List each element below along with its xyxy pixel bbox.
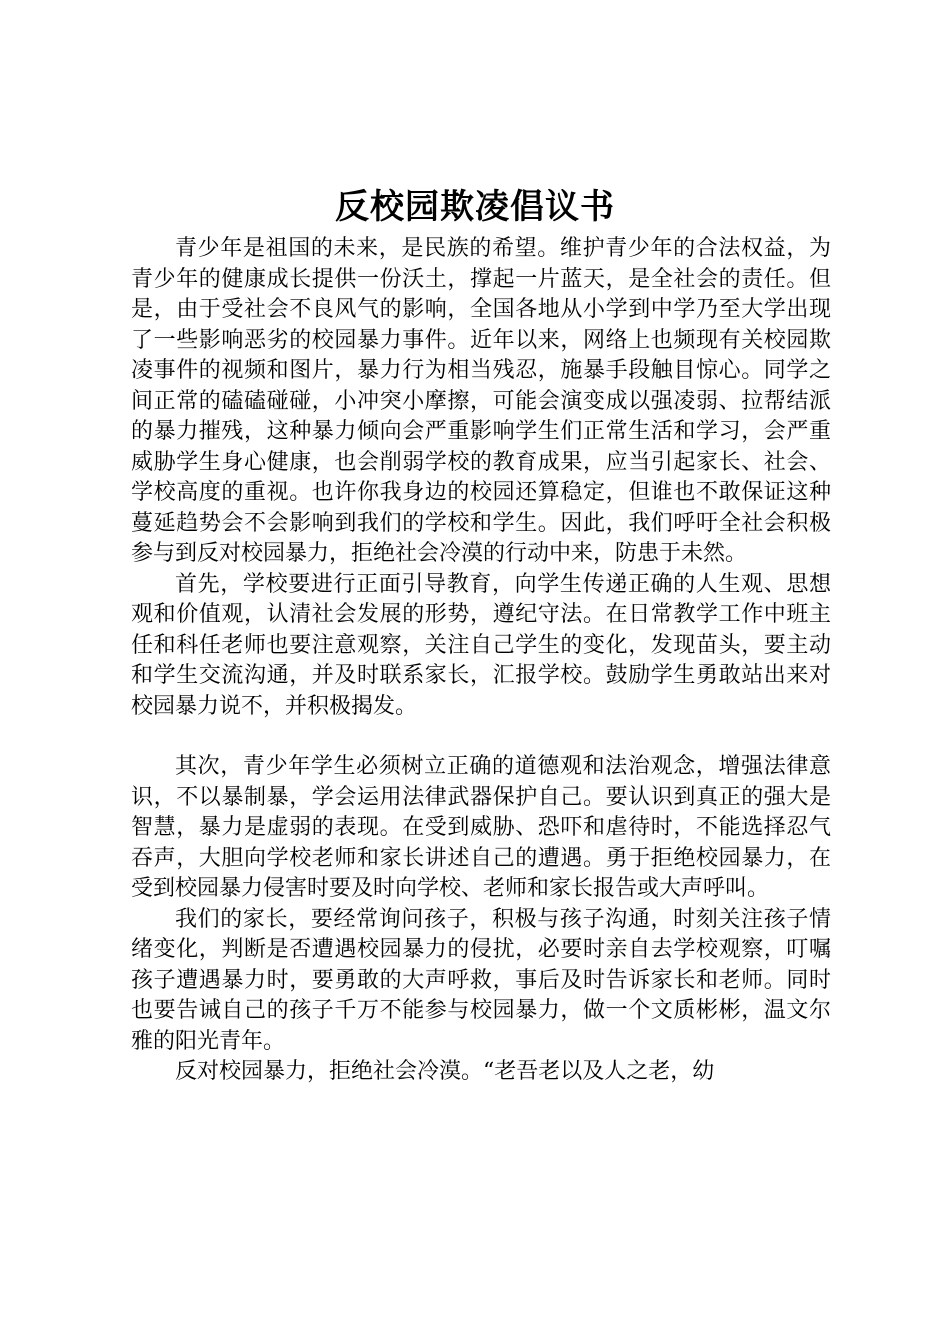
paragraph-closing: 反对校园暴力，拒绝社会冷漠。“老吾老以及人之老，幼 bbox=[175, 1059, 715, 1084]
paragraph-school: 首先，学校要进行正面引导教育，向学生传递正确的人生观、思想观和价值观，认清社会发展的形势，遵纪守法。在日常教学工作中班主任和科任老师也要注意观察，关注自己学生的变化，发现苗头，要主动和学生交流沟通，并及时联系家长，汇报学校。鼓励学生勇敢站出来对校园暴力说不，并积极揭发。 bbox=[131, 571, 831, 719]
document-body bbox=[131, 234, 831, 1088]
paragraph-parents: 我们的家长，要经常询问孩子，积极与孩子沟通，时刻关注孩子情绪变化，判断是否遭遇校园暴力的侵扰，必要时亲自去学校观察，叮嘱孩子遭遇暴力时，要勇敢的大声呼救，事后及时告诉家长和老师。同时也要告诫自己的孩子千万不能参与校园暴力，做一个文质彬彬，温文尔雅的阳光青年。 bbox=[131, 906, 831, 1054]
paragraph-students: 其次，青少年学生必须树立正确的道德观和法治观念，增强法律意识，不以暴制暴，学会运用法律武器保护自己。要认识到真正的强大是智慧，暴力是虚弱的表现。在受到威胁、恐吓和虐待时，不能选择忍气吞声，大胆向学校老师和家长讲述自己的遭遇。勇于拒绝校园暴力，在受到校园暴力侵害时要及时向学校、老师和家长报告或大声呼叫。 bbox=[131, 754, 831, 901]
paragraph-intro: 青少年是祖国的未来，是民族的希望。维护青少年的合法权益，为青少年的健康成长提供一份沃土，撑起一片蓝天，是全社会的责任。但是，由于受社会不良风气的影响，全国各地从小学到中学乃至大学出现了一些影响恶劣的校园暴力事件。近年以来，网络上也频现有关校园欺凌事件的视频和图片，暴力行为相当残忍，施暴手段触目惊心。同学之间正常的磕磕碰碰，小冲突小摩擦，可能会演变成以强凌弱、拉帮结派的暴力摧残，这种暴力倾向会严重影响学生们正常生活和学习，会严重威胁学生身心健康，也会削弱学校的教育成果，应当引起家长、社会、学校高度的重视。也许你我身边的校园还算稳定，但谁也不敢保证这种蔓延趋势会不会影响到我们的学校和学生。因此，我们呼吁全社会积极参与到反对校园暴力，拒绝社会冷漠的行动中来，防患于未然。 bbox=[131, 236, 831, 566]
document-title: 反校园欺凌倡议书 bbox=[335, 187, 615, 227]
